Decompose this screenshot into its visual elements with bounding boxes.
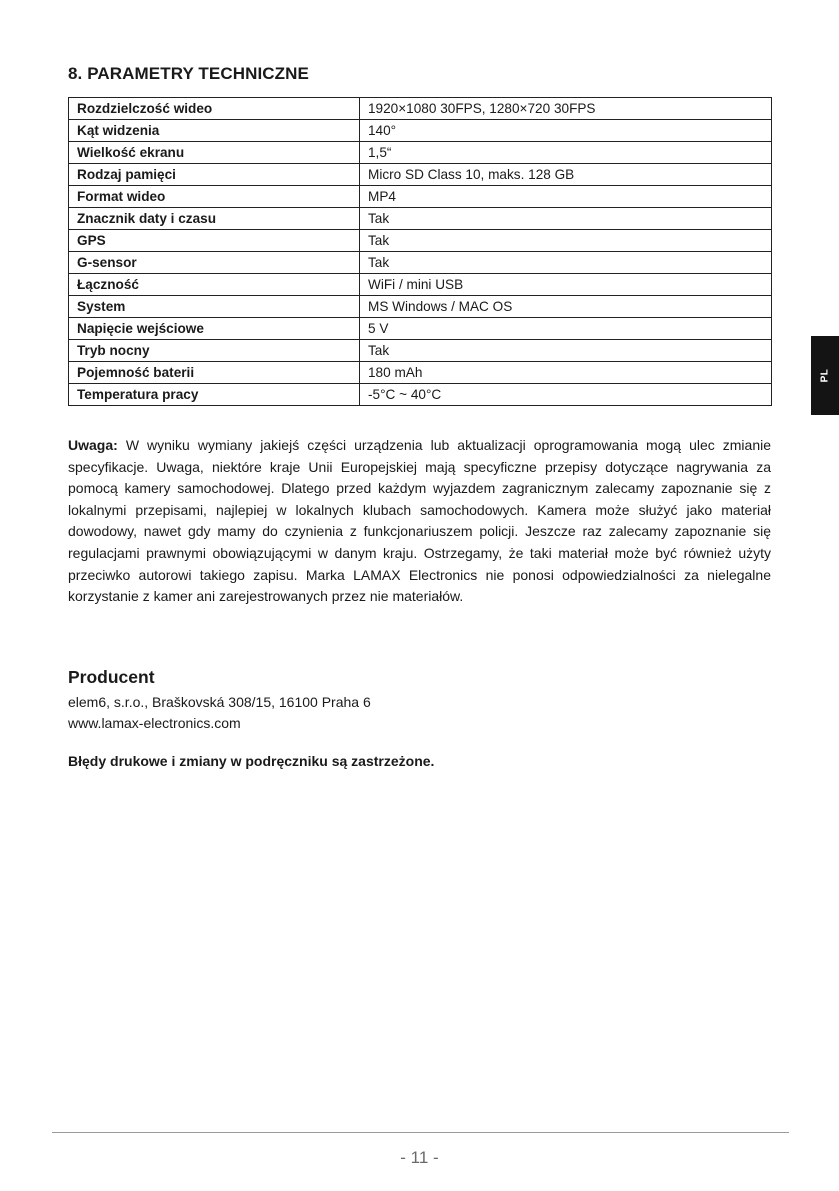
spec-value: MS Windows / MAC OS: [360, 296, 772, 318]
spec-label: Rozdzielczość wideo: [69, 98, 360, 120]
spec-row: [69, 340, 772, 362]
spec-label: Format wideo: [69, 186, 360, 208]
spec-value: 180 mAh: [360, 362, 772, 384]
spec-label: System: [69, 296, 360, 318]
spec-row: [69, 186, 772, 208]
language-tab: [811, 336, 839, 415]
spec-value: MP4: [360, 186, 772, 208]
spec-row: [69, 164, 772, 186]
spec-label: Temperatura pracy: [69, 384, 360, 406]
note-label: Uwaga:: [68, 437, 118, 453]
spec-row: [69, 318, 772, 340]
spec-value: WiFi / mini USB: [360, 274, 772, 296]
spec-label: Łączność: [69, 274, 360, 296]
spec-label: G-sensor: [69, 252, 360, 274]
spec-value: Tak: [360, 252, 772, 274]
spec-label: Pojemność baterii: [69, 362, 360, 384]
language-tab-label: PL: [819, 368, 831, 383]
footer-divider: [52, 1132, 789, 1133]
spec-label: Tryb nocny: [69, 340, 360, 362]
producer-website: www.lamax-electronics.com: [68, 715, 241, 731]
spec-value: -5°C ~ 40°C: [360, 384, 772, 406]
note-paragraph: [68, 435, 771, 608]
spec-row: [69, 384, 772, 406]
spec-value: 1920×1080 30FPS, 1280×720 30FPS: [360, 98, 772, 120]
producer-heading: Producent: [68, 667, 155, 687]
spec-label: Znacznik daty i czasu: [69, 208, 360, 230]
spec-value: Micro SD Class 10, maks. 128 GB: [360, 164, 772, 186]
note-text: W wyniku wymiany jakiejś części urządzenia lub aktualizacji oprogramowania mogą ulec zmianie specyfikacje. Uwaga, niektóre kraje Unii Europejskiej mają specyficzne przepisy dotyczące nagrywania za pomocą kamery samochodowej. Dlatego przed każdym wyjazdem zagranicznym zalecamy zapoznanie się z lokalnymi przepisami, najlepiej w lokalnych klubach samochodowych. Kamera może służyć jako materiał dowodowy, nawet gdy mamy do czynienia z funkcjonariuszem policji. Jeszcze raz zalecamy zapoznanie się regulacjami prawnymi obowiązującymi w danym kraju. Ostrzegamy, że taki materiał może być również użyty przeciwko autorowi takiego zapisu. Marka LAMAX Electronics nie ponosi odpowiedzialności za nielegalne korzystanie z kamer ani zarejestrowanych przez nie materiałów.: [68, 437, 772, 605]
disclaimer: Błędy drukowe i zmiany w podręczniku są zastrzeżone.: [68, 753, 435, 769]
spec-label: GPS: [69, 230, 360, 252]
spec-row: [69, 362, 772, 384]
spec-value: 140°: [360, 120, 772, 142]
page-number: - 11 -: [400, 1148, 439, 1167]
spec-value: 5 V: [360, 318, 772, 340]
section-title: 8. PARAMETRY TECHNICZNE: [68, 64, 309, 83]
spec-row: [69, 98, 772, 120]
specifications-table-body: [69, 98, 772, 406]
spec-row: [69, 142, 772, 164]
spec-label: Wielkość ekranu: [69, 142, 360, 164]
specifications-table: [68, 97, 772, 406]
producer-address: elem6, s.r.o., Braškovská 308/15, 16100 Praha 6: [68, 694, 371, 710]
spec-row: [69, 208, 772, 230]
spec-label: Kąt widzenia: [69, 120, 360, 142]
spec-row: [69, 120, 772, 142]
spec-row: [69, 274, 772, 296]
spec-row: [69, 252, 772, 274]
spec-value: Tak: [360, 208, 772, 230]
spec-label: Rodzaj pamięci: [69, 164, 360, 186]
spec-row: [69, 230, 772, 252]
spec-value: Tak: [360, 230, 772, 252]
spec-label: Napięcie wejściowe: [69, 318, 360, 340]
spec-value: 1,5“: [360, 142, 772, 164]
spec-value: Tak: [360, 340, 772, 362]
spec-row: [69, 296, 772, 318]
